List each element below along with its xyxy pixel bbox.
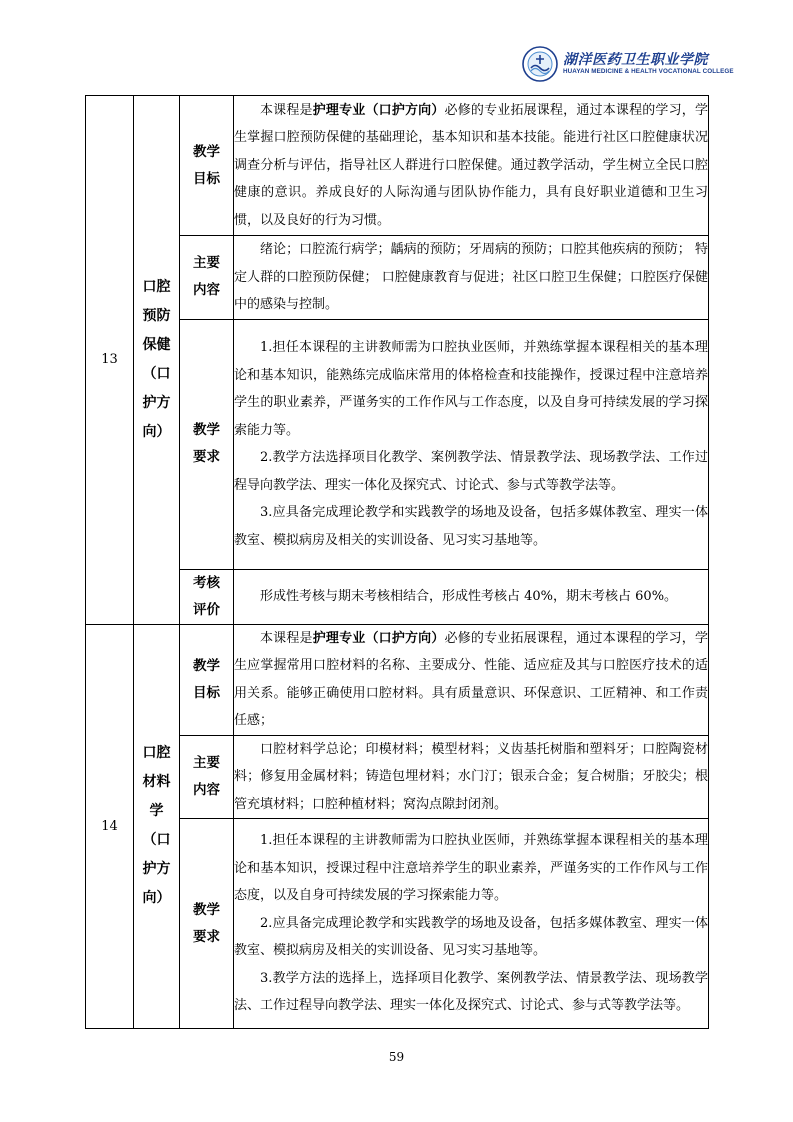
- paragraph-text: 形成性考核与期末考核相结合，形成性考核占 40%，期末考核占 60%。: [260, 588, 678, 604]
- course-name: [134, 96, 180, 625]
- course-number: 13: [86, 96, 134, 625]
- paragraph-text: 必修的专业拓展课程，通过本课程的学习，学生应掌握常用口腔材料的名称、主要成分、性能、适应症及其与口腔医疗技术的适用关系。能够正确使用口腔材料。具有质量意识、环保意识、工匠精神、和工作责任感；: [234, 630, 708, 728]
- paragraph-text: 3.应具备完成理论教学和实践教学的场地及设备，包括多媒体教室、理实一体教室、模拟病房及相关的实训设备、见习实习基地等。: [234, 505, 708, 548]
- content-paragraph: [234, 97, 708, 235]
- content-paragraph: [234, 965, 708, 1020]
- section-label: [180, 624, 234, 735]
- paragraph-text: 1.担任本课程的主讲教师需为口腔执业医师，并熟练掌握本课程相关的基本理论和基本知识，授课过程中注意培养学生的职业素养，严谨务实的工作作风与工作态度，以及自身可持续发展的学习探索能力等。: [234, 833, 708, 904]
- table-row: [86, 319, 709, 569]
- paragraph-text: 3.教学方法的选择上，选择项目化教学、案例教学法、情景教学法、现场教学法、工作过程导向教学法、理实一体化及探究式、讨论式、参与式等教学法等。: [234, 970, 708, 1014]
- content-paragraph: [234, 334, 708, 444]
- content-paragraph: [234, 625, 708, 735]
- course-name-line: 口腔: [142, 745, 171, 762]
- section-content: [234, 819, 709, 1029]
- page-number: 59: [388, 1050, 405, 1064]
- paragraph-text: 口腔材料学总论；印模材料；模型材料；义齿基托树脂和塑料牙；口腔陶瓷材料；修复用金属材料；铸造包埋材料；水门汀；银汞合金；复合树脂；牙胶尖；根管充填材料；口腔种植材料；窝沟点隙封闭剂。: [234, 741, 708, 812]
- content-paragraph: [234, 444, 708, 499]
- paragraph-text: 绪论；口腔流行病学；龋病的预防；牙周病的预防；口腔其他疾病的预防； 特定人群的口腔预防保健； 口腔健康教育与促进；社区口腔卫生保健；口腔医疗保健中的感染与控制。: [234, 242, 708, 312]
- section-label: [180, 319, 234, 569]
- college-name-en: HUAYAN MEDICINE & HEALTH VOCATIONAL COLLEGE: [563, 68, 734, 75]
- course-name-line: 材料: [142, 774, 171, 791]
- section-content: [234, 735, 709, 819]
- table-row: [86, 624, 709, 735]
- section-content: [234, 319, 709, 569]
- section-label-line: 考核: [193, 574, 220, 591]
- content-paragraph: [234, 827, 708, 910]
- course-number: 14: [86, 624, 134, 1029]
- section-label-line: 目标: [193, 684, 220, 701]
- paragraph-text: 2.教学方法选择项目化教学、案例教学法、情景教学法、现场教学法、工作过程导向教学法、理实一体化及探究式、讨论式、参与式等教学法等。: [234, 450, 708, 493]
- section-label-line: 教学: [193, 422, 220, 438]
- section-label-line: 主要: [193, 754, 220, 771]
- course-name-line: 学: [149, 803, 164, 820]
- table-row: [86, 735, 709, 819]
- college-logo-icon: [522, 46, 558, 82]
- course-table: [85, 95, 709, 1029]
- college-name-cn: 湖洋医药卫生职业学院: [563, 52, 708, 68]
- paragraph-text: 2.应具备完成理论教学和实践教学的场地及设备，包括多媒体教室、理实一体教室、模拟病房及相关的实训设备、见习实习基地等。: [234, 915, 708, 959]
- section-content: [234, 236, 709, 320]
- content-paragraph: [234, 736, 708, 819]
- course-name-line: （口: [142, 832, 171, 849]
- section-label-line: 内容: [193, 282, 220, 299]
- table-row: [86, 569, 709, 624]
- course-name-line: 预防: [142, 307, 171, 324]
- paragraph-text: 1.担任本课程的主讲教师需为口腔执业医师，并熟练掌握本课程相关的基本理论和基本知识，能熟练完成临床常用的体格检查和技能操作，授课过程中注意培养学生的职业素养，严谨务实的工作作风与工作态度，以及自身可持续发展的学习探索能力等。: [234, 340, 708, 438]
- table-row: [86, 819, 709, 1029]
- course-name-line: （口: [142, 365, 171, 382]
- paragraph-text: 必修的专业拓展课程，通过本课程的学习，学生掌握口腔预防保健的基础理论，基本知识和基本技能。能进行社区口腔健康状况调查分析与评估，指导社区人群进行口腔保健。通过教学活动，学生树立全民口腔健康的意识。养成良好的人际沟通与团队协作能力，具有良好职业道德和卫生习惯，以及良好的行为习惯。: [234, 102, 708, 228]
- section-label: [180, 236, 234, 320]
- paragraph-emphasis: 护理专业（口护方向）: [312, 630, 445, 646]
- section-label-line: 目标: [193, 170, 220, 187]
- course-name: [134, 624, 180, 1029]
- course-name-line: 向）: [142, 423, 171, 440]
- section-label-line: 主要: [193, 255, 220, 272]
- content-paragraph: [234, 910, 708, 965]
- section-content: [234, 624, 709, 735]
- section-label-line: 教学: [193, 901, 220, 918]
- section-label: [180, 819, 234, 1029]
- paragraph-text: 本课程是: [260, 102, 313, 118]
- table-row: [86, 96, 709, 236]
- course-name-line: 护方: [142, 394, 171, 411]
- course-name-line: 口腔: [142, 278, 171, 295]
- section-label: [180, 735, 234, 819]
- section-content: [234, 96, 709, 236]
- content-paragraph: [234, 499, 708, 554]
- section-label-line: 教学: [193, 657, 220, 674]
- course-name-line: 向）: [142, 890, 171, 907]
- content-paragraph: [234, 236, 708, 319]
- section-label: [180, 569, 234, 624]
- section-label-line: 教学: [193, 143, 220, 160]
- section-label-line: 要求: [193, 449, 220, 465]
- section-label: [180, 96, 234, 236]
- paragraph-emphasis: 护理专业（口护方向）: [312, 102, 445, 118]
- course-name-line: 护方: [142, 861, 171, 878]
- paragraph-text: 本课程是: [260, 630, 313, 646]
- section-label-line: 内容: [193, 781, 220, 798]
- content-paragraph: [234, 583, 708, 611]
- table-row: [86, 236, 709, 320]
- course-name-line: 保健: [142, 336, 171, 353]
- page-header: [522, 44, 734, 84]
- section-label-line: 要求: [193, 928, 220, 945]
- section-label-line: 评价: [193, 601, 220, 618]
- section-content: [234, 569, 709, 624]
